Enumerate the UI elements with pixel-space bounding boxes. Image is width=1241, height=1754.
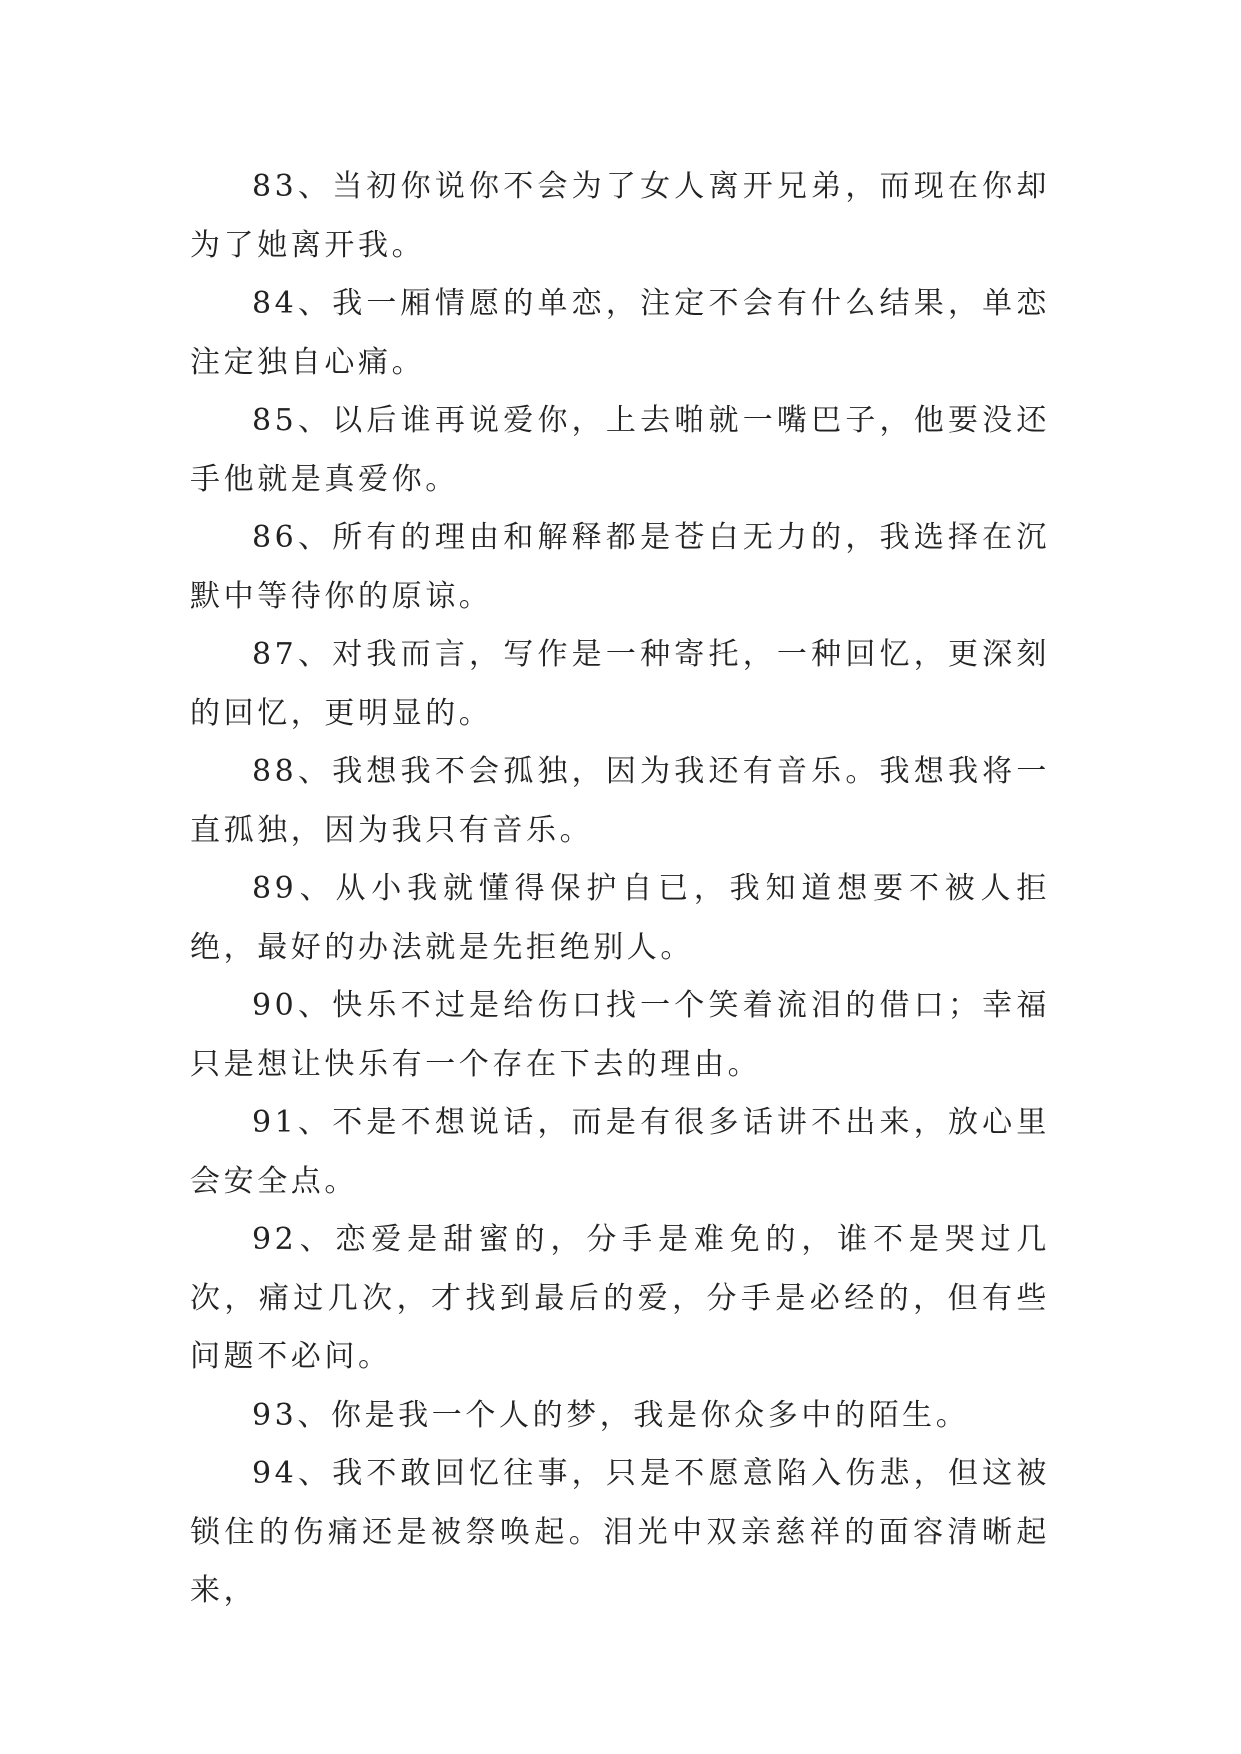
paragraph-86: 86、所有的理由和解释都是苍白无力的，我选择在沉默中等待你的原谅。 (190, 520, 1050, 614)
paragraph-89: 89、从小我就懂得保护自已，我知道想要不被人拒绝，最好的办法就是先拒绝别人。 (190, 871, 1050, 965)
paragraph-92: 92、恋爱是甜蜜的，分手是难免的，谁不是哭过几次，痛过几次，才找到最后的爱，分手是必经的，但有些问题不必问。 (190, 1222, 1050, 1374)
paragraph-85: 85、以后谁再说爱你，上去啪就一嘴巴子，他要没还手他就是真爱你。 (190, 403, 1050, 497)
paragraph-87: 87、对我而言，写作是一种寄托，一种回忆，更深刻的回忆，更明显的。 (190, 637, 1050, 731)
document-body (190, 158, 1050, 1621)
paragraph-83: 83、当初你说你不会为了女人离开兄弟，而现在你却为了她离开我。 (190, 169, 1050, 263)
paragraph-94: 94、我不敢回忆往事，只是不愿意陷入伤悲，但这被锁住的伤痛还是被祭唤起。泪光中双亲慈祥的面容清晰起来， (190, 1456, 1050, 1608)
paragraph-88: 88、我想我不会孤独，因为我还有音乐。我想我将一直孤独，因为我只有音乐。 (190, 754, 1050, 848)
paragraph-91: 91、不是不想说话，而是有很多话讲不出来，放心里会安全点。 (190, 1105, 1050, 1199)
paragraph-90: 90、快乐不过是给伤口找一个笑着流泪的借口；幸福只是想让快乐有一个存在下去的理由。 (190, 988, 1050, 1082)
paragraph-93: 93、你是我一个人的梦，我是你众多中的陌生。 (252, 1397, 970, 1433)
paragraph-84: 84、我一厢情愿的单恋，注定不会有什么结果，单恋注定独自心痛。 (190, 286, 1050, 380)
